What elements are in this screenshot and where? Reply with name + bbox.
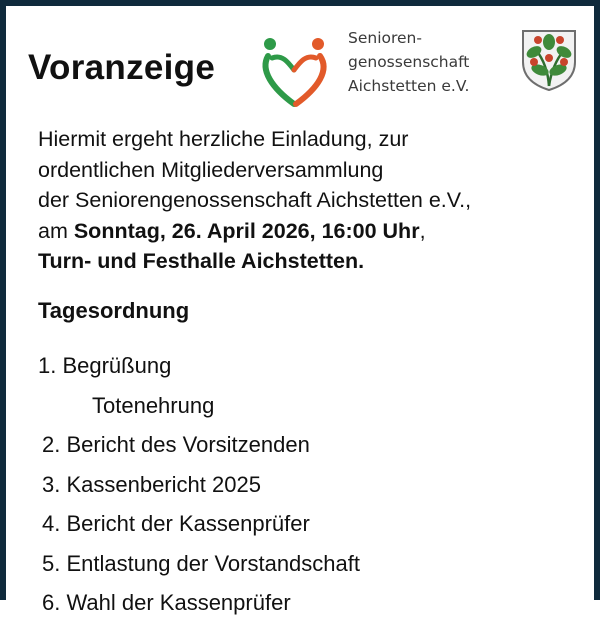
logo-text — [348, 26, 469, 98]
intro-line-2: ordentlichen Mitgliederversammlung — [38, 157, 384, 182]
agenda-title: Tagesordnung — [38, 298, 190, 323]
intro-line-5 — [38, 246, 471, 277]
agenda-item: 3. Kassenbericht 2025 — [42, 471, 261, 497]
agenda-item: 5. Entlastung der Vorstandschaft — [42, 550, 360, 576]
intro-date-suffix: , — [419, 218, 426, 243]
intro-date-prefix: am — [38, 218, 74, 243]
intro-line-4 — [38, 216, 471, 247]
meeting-location: Turn- und Festhalle Aichstetten. — [38, 249, 365, 273]
association-logo — [256, 24, 506, 110]
agenda-list — [38, 346, 360, 623]
agenda-item: 2. Bericht des Vorsitzenden — [42, 432, 310, 457]
meeting-date: Sonntag, 26. April 2026, 16:00 Uhr — [73, 218, 420, 243]
logo-line-3: Aichstetten e.V. — [348, 77, 470, 95]
agenda-subitem: Totenehrung — [92, 392, 215, 418]
page-title: Voranzeige — [28, 48, 216, 87]
logo-line-2: genossenschaft — [348, 53, 470, 71]
intro-line-3: der Seniorengenossenschaft Aichstetten e.V., — [38, 188, 472, 212]
invitation-text — [38, 124, 471, 277]
header — [6, 6, 594, 116]
agenda-item: 4. Bericht der Kassenprüfer — [42, 511, 310, 536]
coat-of-arms-icon — [520, 28, 578, 92]
heart-people-icon — [256, 30, 342, 110]
agenda-item: 1. Begrüßung — [38, 353, 172, 378]
logo-line-1: Senioren- — [348, 29, 422, 47]
agenda-item: 6. Wahl der Kassenprüfer — [42, 590, 291, 615]
intro-line-1: Hiermit ergeht herzliche Einladung, zur — [38, 127, 409, 151]
